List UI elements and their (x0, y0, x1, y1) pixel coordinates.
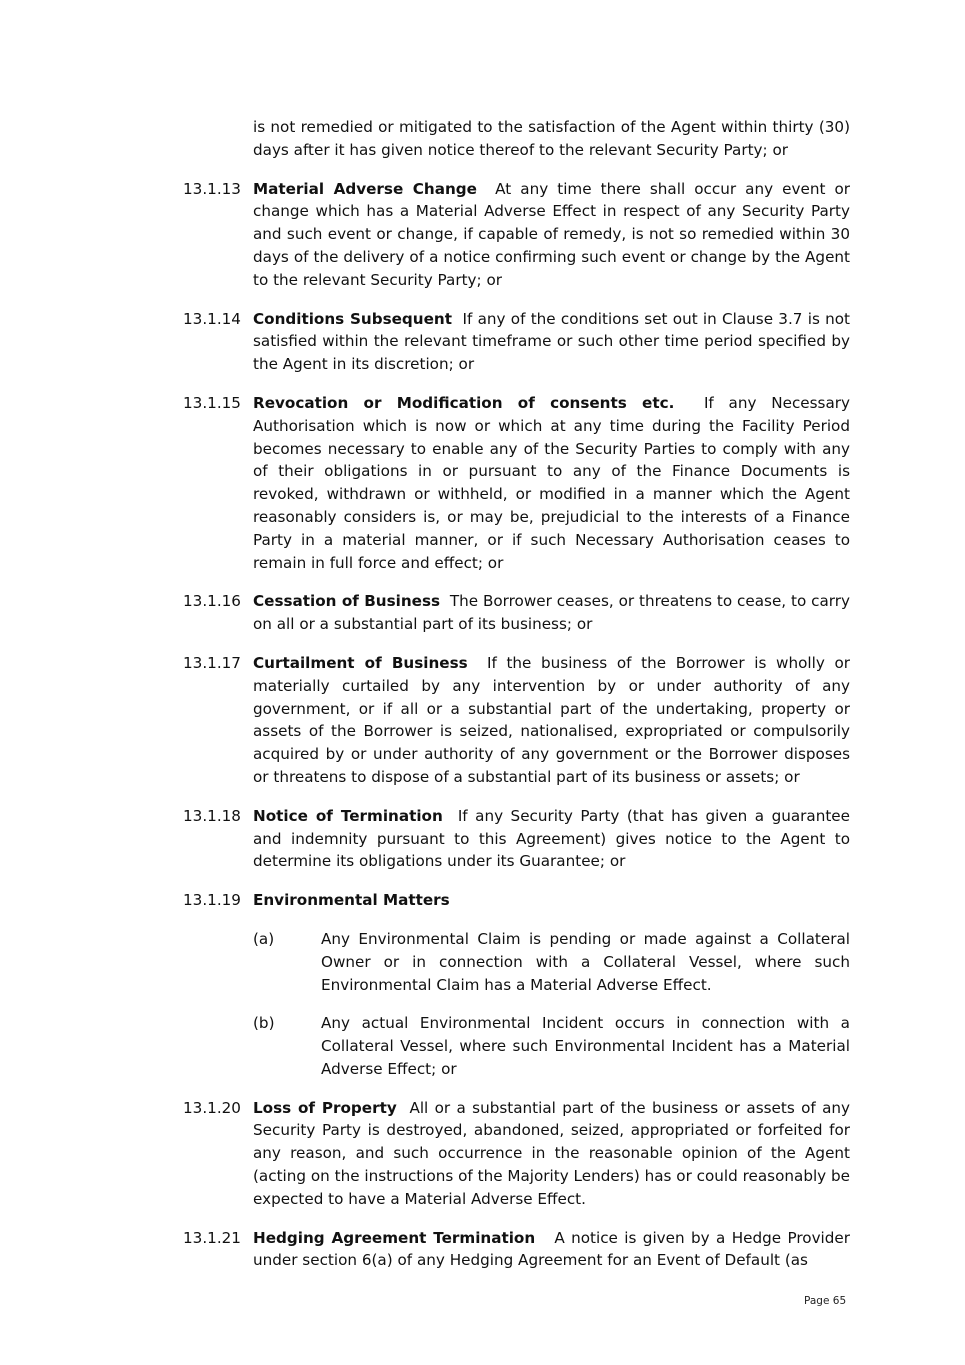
clause-number: 13.1.18 (183, 806, 241, 825)
clause-text: If the business of the Borrower is wholly or materially curtailed by any intervention by or under authority of any government, or if all or a substantial part of the undertaking, property or assets of the Borrower is seized, nationalised, expropriated or compulsorily acquired by or under authority of any government or the Borrower disposes or threatens to dispose of a substantial part of its business or assets; or (253, 653, 851, 786)
clause-heading: Revocation or Modification of consents etc. (253, 393, 675, 412)
continuation-paragraph: is not remedied or mitigated to the satisfaction of the Agent within thirty (30) days after it has given notice thereof to the relevant Security Party; or (253, 118, 850, 159)
clause-heading: Material Adverse Change (253, 179, 477, 198)
clause-13-1-18 (183, 805, 850, 873)
clause-13-1-19 (183, 889, 850, 912)
clause-13-1-21 (183, 1227, 850, 1273)
clause-text: A notice is given by a Hedge Provider under section 6(a) of any Hedging Agreement for an Event of Default (as (253, 1228, 850, 1270)
clause-text: The Borrower ceases, or threatens to cease, to carry on all or a substantial part of its business; or (253, 592, 850, 634)
clause-heading: Environmental Matters (253, 891, 450, 910)
clause-text: At any time there shall occur any event or change which has a Material Adverse Effect in respect of any Security Party and such event or change, if capable of remedy, is not so remedied within 30 days of the delivery of a notice confirming such event or change by the Agent to the relevant Security Party; or (253, 179, 851, 289)
sub-item-label: (b) (253, 1014, 275, 1033)
clause-13-1-16 (183, 590, 850, 636)
clause-number: 13.1.20 (183, 1098, 241, 1117)
clause-number: 13.1.19 (183, 891, 241, 910)
sub-item-text: Any actual Environmental Incident occurs in connection with a Collateral Vessel, where such Environmental Incident has a Material Adverse Effect; or (321, 1014, 850, 1078)
clause-body (253, 652, 850, 789)
clause-13-1-13 (183, 178, 850, 292)
clause-13-1-14 (183, 308, 850, 376)
clause-13-1-17 (183, 652, 850, 789)
clause-heading: Hedging Agreement Termination (253, 1228, 536, 1247)
clause-text: If any Security Party (that has given a guarantee and indemnity pursuant to this Agreement) gives notice to the Agent to determine its obligations under its Guarantee; or (253, 806, 850, 871)
clause-heading: Notice of Termination (253, 806, 443, 825)
page-number: Page 65 (804, 1295, 847, 1307)
clause-number: 13.1.15 (183, 393, 241, 412)
sub-item-text: Any Environmental Claim is pending or made against a Collateral Owner or in connection with a Collateral Vessel, where such Environmental Claim has a Material Adverse Effect. (321, 929, 850, 994)
clause-text: If any Necessary Authorisation which is now or which at any time during the Facility Period becomes necessary to enable any of the Security Parties to comply with any of their obligations in or pursuant to any of the Finance Documents is revoked, withdrawn or withheld, or modified in a manner which the Agent reasonably considers is, or may be, prejudicial to the interests of a Finance Party in a material manner, or if such Necessary Authorisation ceases to remain in full force and effect; or (253, 393, 851, 572)
clause-body (253, 590, 850, 636)
clause-number: 13.1.13 (183, 179, 241, 198)
clause-body (253, 1097, 850, 1211)
page-content (183, 116, 850, 1288)
clause-number: 13.1.16 (183, 592, 241, 611)
clause-number: 13.1.17 (183, 653, 241, 672)
environmental-sub-items (253, 928, 850, 1081)
clause-number: 13.1.14 (183, 309, 241, 328)
sub-item-b (253, 1012, 850, 1080)
sub-item-a (253, 928, 850, 996)
clause-body (253, 392, 850, 574)
clause-body (253, 889, 850, 912)
clause-text: If any of the conditions set out in Clause 3.7 is not satisfied within the relevant timeframe or such other time period specified by the Agent in its discretion; or (253, 309, 850, 374)
clause-heading: Cessation of Business (253, 592, 441, 611)
clause-heading: Curtailment of Business (253, 653, 468, 672)
clause-13-1-20 (183, 1097, 850, 1211)
clause-heading: Loss of Property (253, 1098, 397, 1117)
clause-text: All or a substantial part of the business or assets of any Security Party is destroyed, abandoned, seized, appropriated or forfeited for any reason, and such occurrence in the reasonable opinion of the Agent (acting on the instructions of the Majority Lenders) has or could reasonably be expected to have a Material Adverse Effect. (253, 1098, 851, 1208)
sub-item-label: (a) (253, 929, 275, 948)
clause-body (253, 308, 850, 376)
clause-body (253, 178, 850, 292)
clause-heading: Conditions Subsequent (253, 309, 452, 328)
clause-body (253, 1227, 850, 1273)
clause-13-1-15 (183, 392, 850, 574)
clause-number: 13.1.21 (183, 1228, 241, 1247)
clause-body (253, 805, 850, 873)
